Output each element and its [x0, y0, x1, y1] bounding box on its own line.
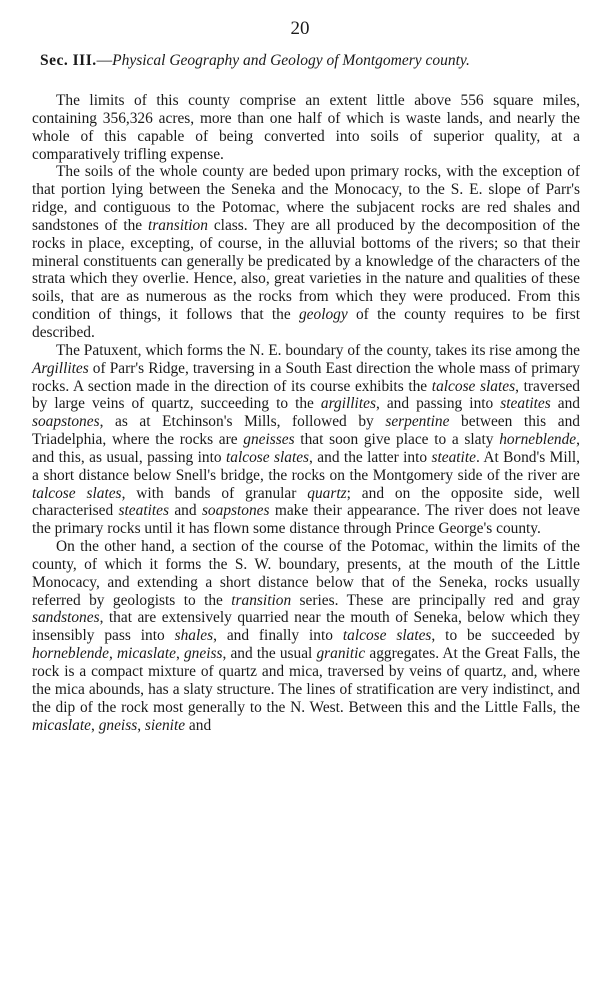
- page-number: 20: [290, 18, 310, 39]
- italic-term: transition: [231, 591, 292, 609]
- text-run: and: [550, 395, 580, 413]
- section-subject: Physical Geography and Geology of Montgomery county.: [112, 52, 470, 69]
- body-text: [32, 92, 580, 734]
- italic-term: gneiss: [98, 716, 138, 734]
- text-run: class. They are all produced by the decomposition of the rocks in place, excepting, of course, in the alluvial bottoms of the rivers; so that their mineral constituents can generally be predicated by a knowledge of the characters of the strata which they overlie. Hence, also, great varieties in the nature and qualities of these soils, that are as numerous as the rocks from which they were produced. From this condition of things, it follows that the: [32, 216, 580, 324]
- text-run: The limits of this county comprise an extent little above 556 square miles, containing 356,326 acres, more than one half of which is waste lands, and nearly the whole of this capable of being converted into soils of superior quality, at a comparatively trifling expense.: [32, 92, 580, 163]
- text-run: , and the latter into: [309, 448, 432, 466]
- italic-term: talcose slates: [431, 377, 516, 395]
- section-dash: —: [96, 52, 113, 69]
- text-run: and: [185, 716, 212, 734]
- paragraph-3: [32, 342, 580, 538]
- section-label: Sec. III.: [40, 52, 97, 69]
- text-run: . At Bond's Mill, a short distance below Snell's bridge, the rocks on the Montgomery side of the river are: [32, 448, 581, 484]
- text-run: , and finally into: [213, 627, 343, 645]
- text-run: The soils of the whole county are beded upon primary rocks, with the exception of that portion lying between the Seneka and the Monocacy, to the S. E. slope of Parr's ridge, and contiguous to the Potomac, where the subjacent rocks are red shales and sandstones of the: [32, 163, 580, 234]
- text-run: , that are extensively quarried near the mouth of Seneka, below which they insensibly pass into: [32, 609, 580, 645]
- italic-term: gneiss: [183, 645, 223, 663]
- italic-term: argillites: [320, 395, 376, 413]
- text-run: , as at Etchinson's Mills, followed by: [99, 413, 386, 431]
- text-run: between this and Triadelphia, where the rocks are: [32, 413, 580, 449]
- text-run: ; and on the opposite side, well characterised: [32, 484, 581, 520]
- text-run: , to be succeeded by: [431, 627, 580, 645]
- paragraph-4: [32, 538, 580, 734]
- italic-term: steatite: [431, 448, 476, 466]
- text-run: , and this, as usual, passing into: [32, 431, 580, 466]
- text-run: that soon give place to a slaty: [294, 431, 500, 449]
- italic-term: talcose slates: [32, 484, 122, 502]
- paragraph-2: [32, 163, 580, 341]
- italic-term: talcose slates: [225, 448, 310, 466]
- text-run: ,: [108, 645, 117, 663]
- text-run: ,: [91, 716, 99, 734]
- italic-term: horneblende: [32, 645, 109, 663]
- text-run: and: [168, 502, 202, 520]
- italic-term: shales: [174, 627, 214, 645]
- italic-term: micaslate: [32, 716, 91, 734]
- italic-term: granitic: [316, 645, 366, 663]
- paragraph-1: [32, 92, 580, 163]
- text-run: The Patuxent, which forms the N. E. boundary of the county, takes its rise among the: [56, 341, 580, 359]
- section-heading: [40, 52, 580, 70]
- italic-term: serpentine: [385, 413, 450, 431]
- text-run: series. These are principally red and gray: [291, 591, 580, 609]
- italic-term: sandstones: [32, 609, 100, 627]
- text-run: make their appearance. The river does not leave the primary rocks until it has flown some distance through Prince George's county.: [32, 502, 580, 538]
- text-run: aggregates. At the Great Falls, the rock is a compact mixture of quartz and mica, traversed by veins of quartz, and, where the mica abounds, has a slaty structure. The lines of stratification are very indistinct, and the dip of the rock most generally to the N. West. Between this and the Little Falls, the: [32, 645, 580, 716]
- text-run: , and passing into: [375, 395, 501, 413]
- text-run: ,: [137, 716, 145, 734]
- text-run: of the county requires to be first described.: [32, 306, 580, 341]
- text-run: On the other hand, a section of the course of the Potomac, within the limits of the county, of which it forms the S. W. boundary, presents, at the mouth of the Little Monocacy, and extending a short distance below that of the Seneka, rocks usually referred by geologists to the: [32, 538, 580, 609]
- italic-term: quartz: [307, 484, 347, 502]
- text-run: , traversed by large veins of quartz, succeeding to the: [32, 377, 580, 413]
- italic-term: sienite: [144, 716, 186, 734]
- text-run: ,: [175, 645, 184, 663]
- italic-term: soapstones: [201, 502, 270, 520]
- italic-term: horneblende: [499, 431, 577, 449]
- italic-term: gneisses: [243, 431, 295, 449]
- text-run: , with bands of granular: [121, 484, 308, 502]
- italic-term: steatites: [118, 502, 169, 520]
- italic-term: micaslate: [116, 645, 176, 663]
- italic-term: geology: [298, 306, 348, 324]
- italic-term: transition: [148, 216, 208, 234]
- italic-term: steatites: [500, 395, 551, 413]
- text-run: , and the usual: [222, 645, 317, 663]
- italic-term: Argillites: [32, 359, 89, 377]
- italic-term: soapstones: [32, 413, 100, 431]
- italic-term: talcose slates: [342, 627, 432, 645]
- text-run: of Parr's Ridge, traversing in a South East direction the whole mass of primary rocks. A section made in the direction of its course exhibits the: [32, 359, 580, 395]
